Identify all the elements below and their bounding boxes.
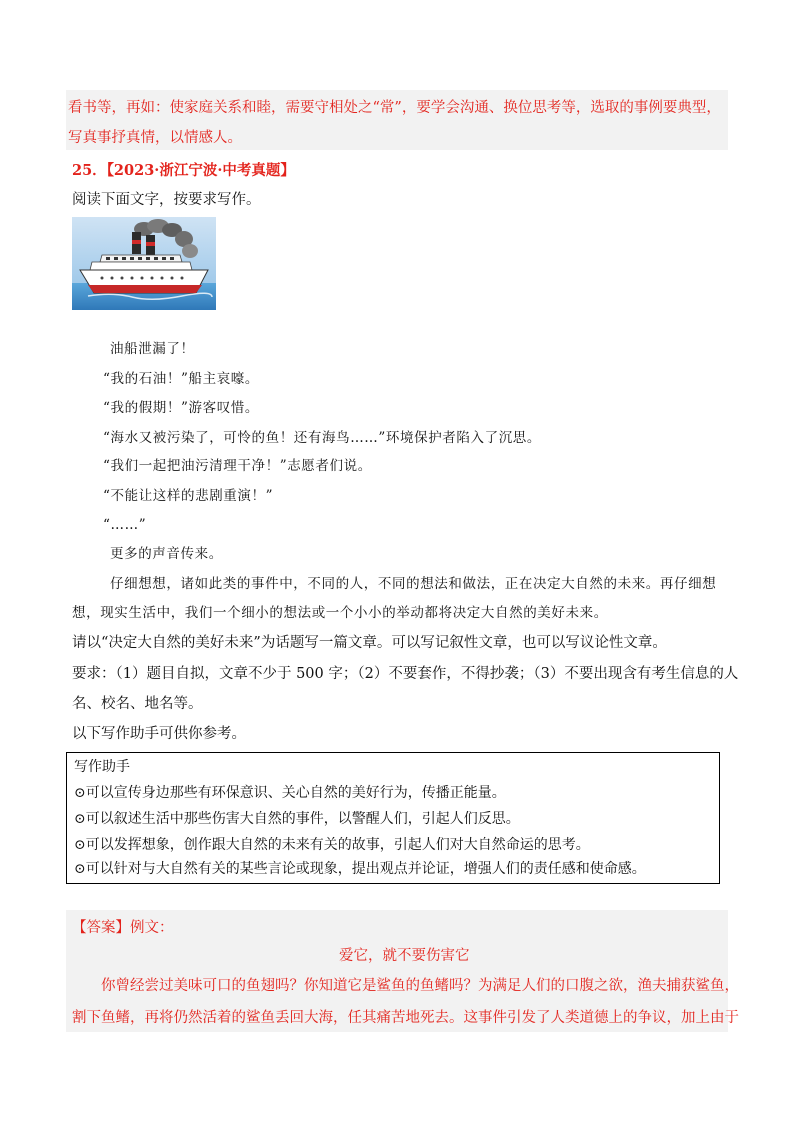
topic-instruction: 请以“决定大自然的美好未来”为话题写一篇文章。可以写记叙性文章，也可以写议论性文章。 [72,635,667,651]
passage-line-3: “我的假期！”游客叹惜。 [103,400,260,416]
essay-title: 爱它，就不要伤害它 [339,948,470,964]
question-heading [72,161,295,181]
answer-label [72,918,174,938]
requirements-line-2: 名、校名、地名等。 [72,696,203,712]
passage-line-1: 油船泄漏了！ [110,341,195,357]
answer-tag: 【答案】 [72,920,130,936]
writing-helper-item: ⊙可以发挥想象，创作跟大自然的未来有关的故事，引起人们对大自然命运的思考。 [74,837,590,853]
essay-line-1: 你曾经尝过美味可口的鱼翅吗？你知道它是鲨鱼的鱼鳍吗？为满足人们的口腹之欲，渔夫捕获鲨鱼， [101,978,739,994]
question-source: 【2023·浙江宁波·中考真题】 [106,162,295,179]
passage-line-4: “海水又被污染了，可怜的鱼！还有海鸟……”环境保护者陷入了沉思。 [103,430,542,446]
question-instruction: 阅读下面文字，按要求写作。 [72,192,261,208]
passage-line-2: “我的石油！”船主哀嚎。 [103,371,260,387]
writing-helper-item: ⊙可以叙述生活中那些伤害大自然的事件，以警醒人们，引起人们反思。 [74,811,520,827]
writing-helper-item: ⊙可以针对与大自然有关的某些言论或现象，提出观点并论证，增强人们的责任感和使命感。 [74,861,646,877]
writing-helper-title: 写作助手 [74,759,130,775]
writing-helper-item: ⊙可以宣传身边那些有环保意识、关心自然的美好行为，传播正能量。 [74,785,506,801]
answer-example-label: 例文： [130,920,174,936]
passage-paragraph-line-2: 想，现实生活中，我们一个细小的想法或一个小小的举动都将决定大自然的美好未来。 [72,605,608,621]
helper-intro: 以下写作助手可供你参考。 [72,726,246,742]
passage-line-7: “……” [103,517,147,533]
previous-answer-line-2: 写真事抒真情，以情感人。 [68,130,242,146]
passage-line-6: “不能让这样的悲剧重演！” [103,488,274,504]
passage-line-8: 更多的声音传来。 [110,546,223,562]
ship-icon [72,217,216,310]
passage-paragraph-line-1: 仔细想想，诸如此类的事件中，不同的人，不同的想法和做法，正在决定大自然的未来。再仔细想 [110,576,717,592]
passage-line-5: “我们一起把油污清理干净！”志愿者们说。 [103,458,372,474]
previous-answer-line-1: 看书等，再如：使家庭关系和睦，需要守相处之“常”，要学会沟通、换位思考等，选取的事例要典型， [68,100,721,116]
writing-helper-box [66,752,720,884]
question-number: 25． [72,162,107,179]
essay-line-2: 割下鱼鳍，再将仍然活着的鲨鱼丢回大海，任其痛苦地死去。这事件引发了人类道德上的争议，加上由于 [72,1010,739,1026]
requirements-line-1: 要求：（1）题目自拟，文章不少于 500 字；（2）不要套作，不得抄袭；（3）不要出现含有考生信息的人 [72,666,739,682]
